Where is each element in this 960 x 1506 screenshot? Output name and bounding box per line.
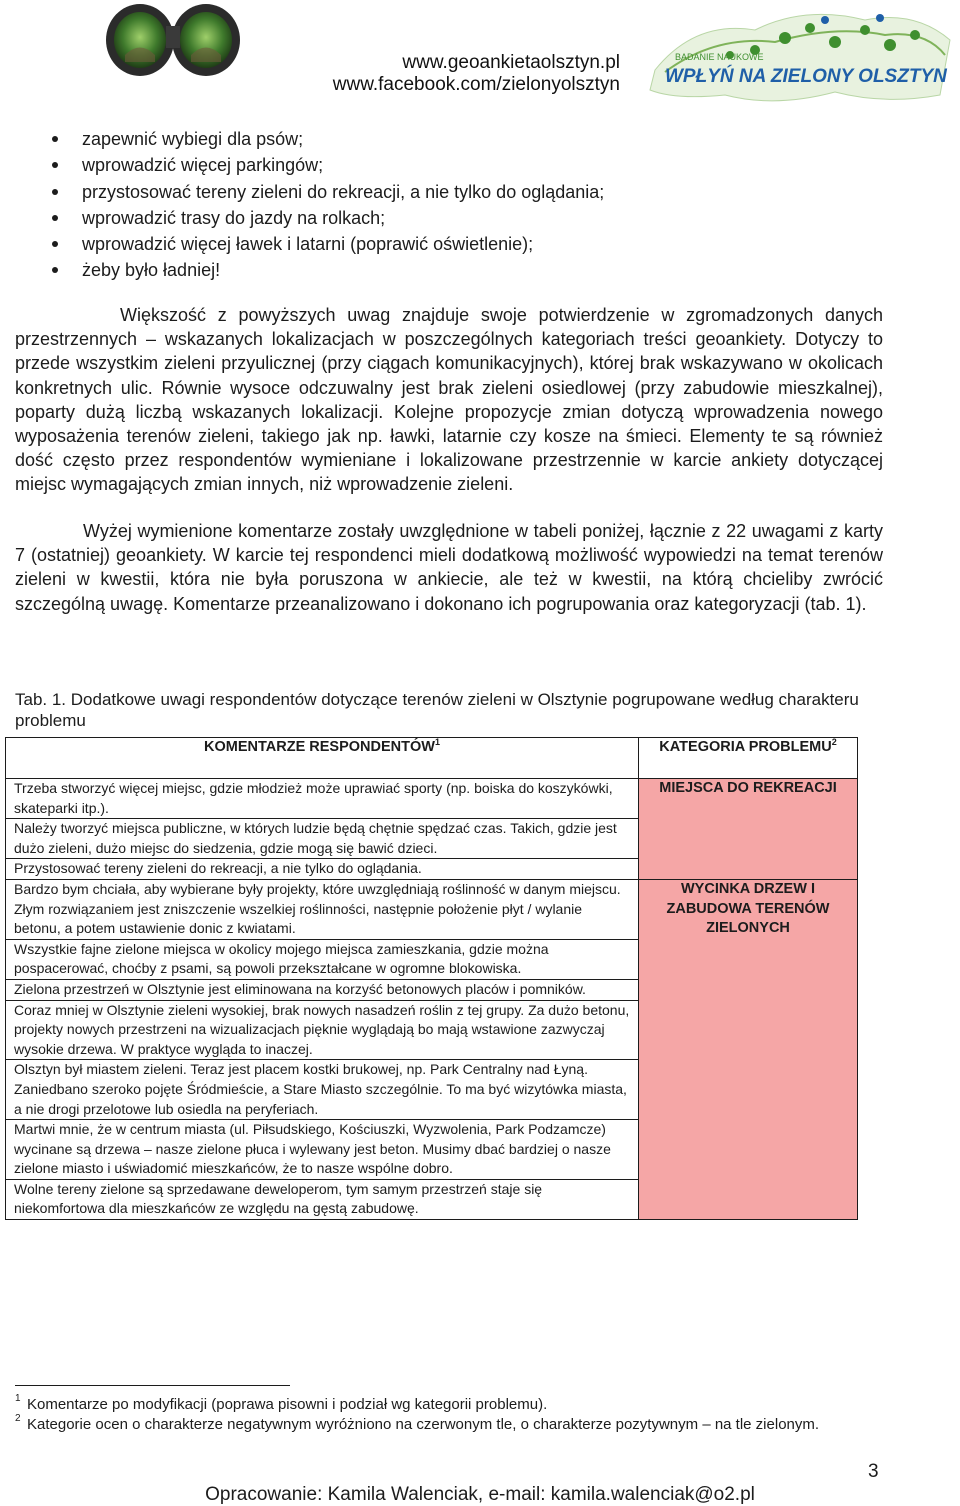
facebook-link[interactable]: www.facebook.com/zielonyolsztyn bbox=[332, 74, 620, 95]
site-url-link[interactable]: www.geoankietaolsztyn.pl bbox=[402, 52, 620, 73]
comment-cell: Zielona przestrzeń w Olsztynie jest eliminowana na korzyść betonowych placów i pomników. bbox=[6, 979, 639, 1000]
comment-cell: Należy tworzyć miejsca publiczne, w których ludzie będą chętnie spędzać czas. Takich, gdzie jest dużo zieleni, dużo miejsc do siedzenia, gdzie mogą się bawić dzieci. bbox=[6, 819, 639, 859]
comment-cell: Trzeba stworzyć więcej miejsc, gdzie młodzież może uprawiać sporty (np. boiska do koszykówki, skateparki itp.). bbox=[6, 779, 639, 819]
footnote-text: Kategorie ocen o charakterze negatywnym wyróżniono na czerwonym tle, o charakterze pozytywnym – na tle zielonym. bbox=[27, 1416, 820, 1433]
body-paragraph: Większość z powyższych uwag znajduje swoje potwierdzenie w zgromadzonych danych przestrzennych – wskazanych lokalizacjach w poszczególnych kategoriach treści geoankiety. Dotyczy to przede wszystkim zieleni przyulicznej (przy ciągach komunikacyjnych), której brak wskazywano w okolicach konkretnych ulic. Równie wysoce odczuwalny jest brak zieleni osiedlowej (przy zabudowie mieszkalnej), poparty dużą liczbą wskazanych lokalizacji. Kolejne propozycje zmian dotyczą wprowadzenia nowego wyposażenia terenów zieleni, takiego jak np. ławki, latarnie czy kosze na śmieci. Elementy te są również dość często przez respondentów wymieniane i lokalizowane przestrzennie w karcie ankiety dotyczącej miejsc wymagających zmian innych, niż wprowadzenie zieleni. bbox=[15, 305, 883, 495]
comment-cell: Coraz mniej w Olsztynie zieleni wysokiej, brak nowych nasadzeń roślin z tej grupy. Za dużo betonu, projekty nowych przestrzeni na wizualizacjach pięknie wyglądają bo mają wstawione zazwyczaj wysokie drzewa. W praktyce wygląda to inaczej. bbox=[6, 1000, 639, 1060]
footnote bbox=[15, 1415, 890, 1435]
body-paragraph: Wyżej wymienione komentarze zostały uwzględnione w tabeli poniżej, łącznie z 22 uwagami z karty 7 (ostatniej) geoankiety. W karcie tej respondenci mieli dodatkową możliwość wypowiedzi na temat terenów zieleni w kwestii, która nie była poruszona w ankiecie, ale też w kwestii, na którą chcieliby zwrócić szczególną uwagę. Komentarze przeanalizowano i dokonano ich pogrupowania oraz kategoryzacji (tab. 1). bbox=[15, 521, 883, 614]
header-links bbox=[290, 52, 620, 96]
comment-cell: Bardzo bym chciała, aby wybierane były projekty, które uwzględniają roślinność w danym miejscu. Złym rozwiązaniem jest zniszczenie wszelkiej roślinności, następnie położenie płyt / wylanie betonu, a potem ustawienie donic z kwiatami. bbox=[6, 879, 639, 939]
comment-cell: Przystosować tereny zieleni do rekreacji, a nie tylko do oglądania. bbox=[6, 859, 639, 880]
list-item: zapewnić wybiegi dla psów; bbox=[52, 126, 912, 152]
comments-header: KOMENTARZE RESPONDENTÓW$^1$ bbox=[6, 738, 639, 779]
footnote-text: Komentarze po modyfikacji (poprawa pisowni i podział wg kategorii problemu). bbox=[27, 1396, 548, 1413]
comment-cell: Olsztyn był miastem zieleni. Teraz jest placem kostki brukowej, np. Park Centralny nad Łyną. Zaniedbano szeroko pojęte Śródmieście, a Stare Miasto szczególnie. To ma być wizytówka miasta, a nie drogi przelotowe lub osiedla na peryferiach. bbox=[6, 1060, 639, 1120]
footnote-number: 1 bbox=[15, 1393, 21, 1404]
list-item: przystosować tereny zieleni do rekreacji, a nie tylko do oglądania; bbox=[52, 179, 912, 205]
wplyn-na-zielony-olsztyn-logo bbox=[635, 0, 960, 108]
list-item: wprowadzić więcej parkingów; bbox=[52, 152, 912, 178]
comments-table bbox=[5, 737, 858, 1220]
comment-cell: Wolne tereny zielone są sprzedawane deweloperom, tym samym przestrzeń staje się niekomfortowa dla mieszkańców ze względu na gęstą zabudowę. bbox=[6, 1179, 639, 1219]
list-item: żeby było ładniej! bbox=[52, 257, 912, 283]
binoculars-logo-icon bbox=[100, 0, 250, 100]
footnote bbox=[15, 1395, 890, 1415]
table-header-row bbox=[6, 738, 858, 779]
comment-cell: Martwi mnie, że w centrum miasta (ul. Piłsudskiego, Kościuszki, Wyzwolenia, Park Podzamcze) wycinane są drzewa – nasze zielone płuca i wylewany jest beton. Musimy dbać bardziej o nasze zielone miasto i uświadomić mieszkańców, że to nasze wspólne dobro. bbox=[6, 1120, 639, 1180]
table-row bbox=[6, 779, 858, 819]
page-footer: Opracowanie: Kamila Walenciak, e-mail: kamila.walenciak@o2.pl bbox=[205, 1484, 755, 1505]
footnote-divider bbox=[15, 1385, 290, 1386]
list-item: wprowadzić więcej ławek i latarni (poprawić oświetlenie); bbox=[52, 231, 912, 257]
recommendations-list bbox=[52, 126, 912, 284]
footnotes bbox=[15, 1395, 890, 1435]
page-header bbox=[0, 0, 960, 110]
category-cell-recreation: MIEJSCA DO REKREACJI bbox=[639, 779, 858, 880]
logo-small-caption: BADANIE NAUKOWE bbox=[675, 52, 764, 62]
page-number: 3 bbox=[868, 1461, 879, 1482]
table-caption: Tab. 1. Dodatkowe uwagi respondentów dotyczące terenów zieleni w Olsztynie pogrupowane według charakteru problemu bbox=[15, 690, 859, 730]
category-header: KATEGORIA PROBLEMU$^2$ bbox=[639, 738, 858, 779]
category-cell-tree-cutting: WYCINKA DRZEW I ZABUDOWA TERENÓW ZIELONYCH bbox=[639, 879, 858, 1219]
footnote-number: 2 bbox=[15, 1413, 21, 1424]
logo-main-text: WPŁYŃ NA ZIELONY OLSZTYN bbox=[665, 66, 947, 87]
comment-cell: Wszystkie fajne zielone miejsca w okolicy mojego miejsca zamieszkania, gdzie można pospacerować, choćby z psami, są powoli przekształcane w ogromne blokowiska. bbox=[6, 939, 639, 979]
list-item: wprowadzić trasy do jazdy na rolkach; bbox=[52, 205, 912, 231]
table-row bbox=[6, 879, 858, 939]
